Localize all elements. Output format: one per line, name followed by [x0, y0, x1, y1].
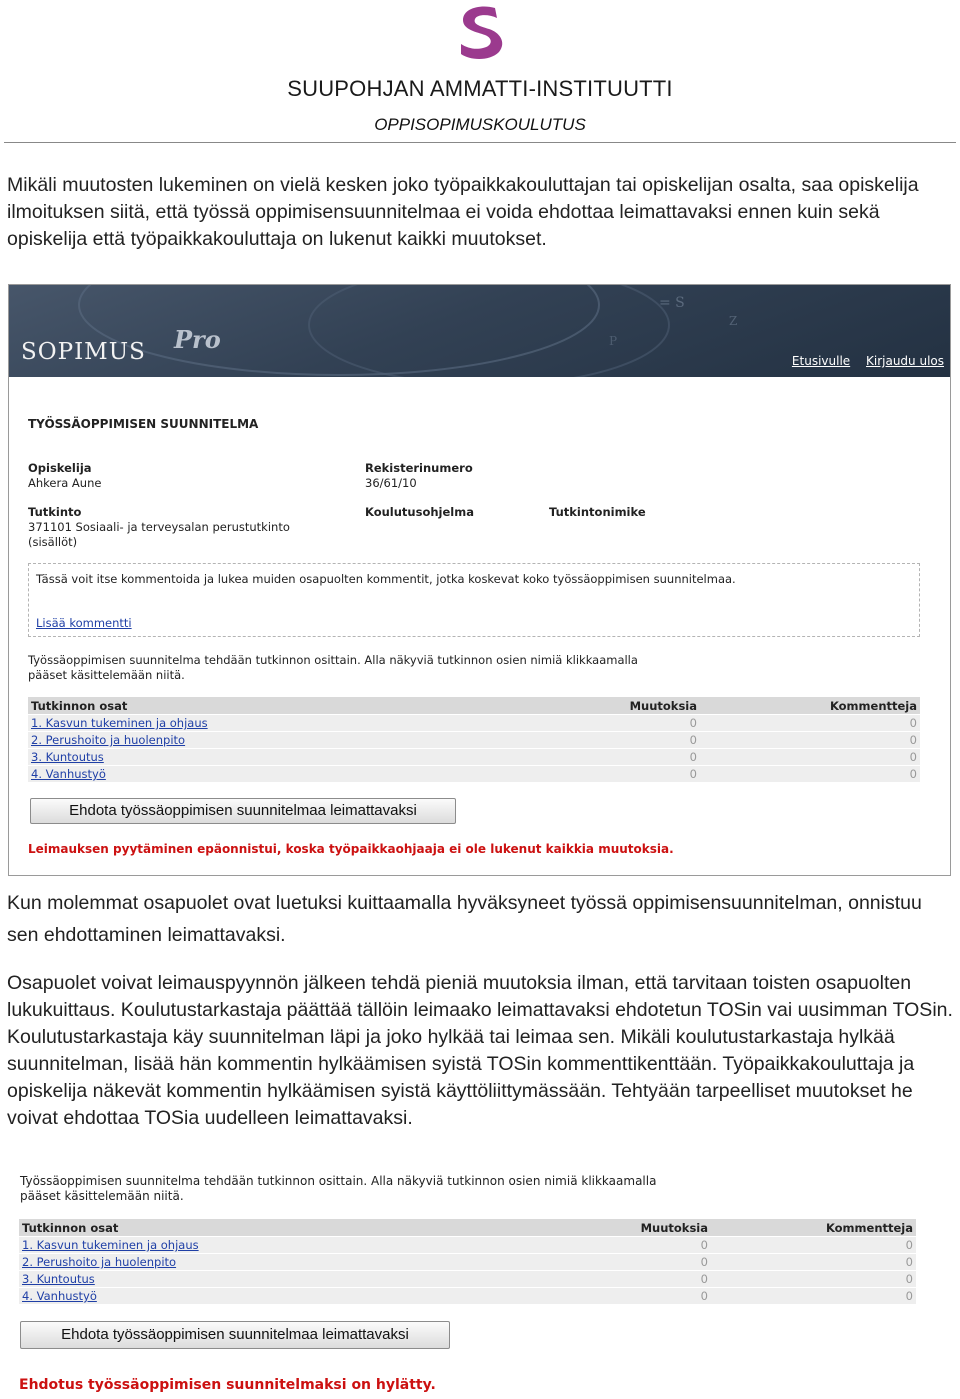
- table-info-line-2: pääset käsittelemään niitä.: [28, 668, 185, 682]
- page-title: TYÖSSÄOPPIMISEN SUUNNITELMA: [28, 417, 259, 431]
- add-comment-link[interactable]: Lisää kommentti: [36, 616, 132, 630]
- organization-subtitle: OPPISOPIMUSKOULUTUS: [374, 115, 586, 134]
- table-row: [28, 715, 920, 732]
- error-message: Leimauksen pyytäminen epäonnistui, koska työpaikkaohjaaja ei ole lukenut kaikkia muutoksia.: [28, 842, 674, 856]
- table-row: [19, 1254, 916, 1271]
- degree-parts-table: [19, 1219, 916, 1304]
- col-header-parts: Tutkinnon osat: [19, 1219, 585, 1237]
- col-header-parts: Tutkinnon osat: [28, 697, 594, 715]
- col-header-comments: Kommentteja: [711, 1219, 916, 1237]
- degree-part-link[interactable]: 1. Kasvun tukeminen ja ohjaus: [22, 1238, 199, 1252]
- svg-text:P: P: [609, 334, 618, 348]
- col-header-changes: Muutoksia: [594, 697, 700, 715]
- comments-count: 0: [700, 749, 920, 766]
- changes-count: 0: [594, 715, 700, 732]
- changes-count: 0: [594, 732, 700, 749]
- success-text: Kun molemmat osapuolet ovat luetuksi kuittaamalla hyväksyneet työssä oppimisensuunnitelman, onnistuu sen ehdottaminen leimattavaksi.: [7, 892, 922, 946]
- process-paragraph: [7, 970, 955, 1143]
- table-info-line-2: pääset käsittelemään niitä.: [20, 1189, 184, 1203]
- degree-value: 371101 Sosiaali- ja terveysalan perustutkinto: [28, 520, 290, 534]
- app-banner: [9, 285, 950, 377]
- table-row: [28, 766, 920, 783]
- nav-logout-link[interactable]: Kirjaudu ulos: [866, 354, 944, 368]
- organization-name: SUUPOHJAN AMMATTI-INSTITUUTTI: [287, 76, 673, 101]
- nav-home-link[interactable]: Etusivulle: [791, 354, 851, 368]
- qualification-title-label: Tutkintonimike: [549, 505, 646, 519]
- register-number-label: Rekisterinumero: [365, 461, 473, 475]
- process-text: Osapuolet voivat leimauspyynnön jälkeen tehdä pieniä muutoksia ilman, että tarvitaan toisten osapuolten lukukuittaus. Koulutustarkastaja päättää tällöin leimaako leimattavaksi ehdotetun TOSin vai uusimman TOSin. Koulutustarkastaja käy suunnitelman läpi ja joko hylkää tai leimaa sen. Mikäli koulutustarkastaja hylkää suunnitelman, lisää hän kommentin hylkäämisen syistä TOSin kommenttikenttään. Työpaikkakouluttaja ja opiskelija näkevät kommentin hylkäämisen syistä käyttöliittymässään. Tehtyään tarpeelliset muutokset he voivat ehdottaa TOSia uudelleen leimattavaksi.: [7, 972, 953, 1129]
- table-row: [28, 732, 920, 749]
- comments-count: 0: [711, 1237, 916, 1254]
- table-row: [19, 1271, 916, 1288]
- comments-count: 0: [700, 732, 920, 749]
- program-label: Koulutusohjelma: [365, 505, 474, 519]
- table-info-line-1: Työssäoppimisen suunnitelma tehdään tutkinnon osittain. Alla näkyviä tutkinnon osien nimiä klikkaamalla: [20, 1174, 657, 1188]
- degree-part-link[interactable]: 4. Vanhustyö: [22, 1289, 97, 1303]
- col-header-changes: Muutoksia: [585, 1219, 711, 1237]
- register-number-value: 36/61/10: [365, 476, 417, 490]
- intro-paragraph: [7, 172, 952, 264]
- table-header-row: [19, 1219, 916, 1237]
- comments-count: 0: [700, 715, 920, 732]
- table-row: [19, 1237, 916, 1254]
- brand-pro: Pro: [174, 325, 221, 354]
- degree-part-link[interactable]: 2. Perushoito ja huolenpito: [22, 1255, 177, 1269]
- changes-count: 0: [585, 1237, 711, 1254]
- changes-count: 0: [585, 1271, 711, 1288]
- comments-count: 0: [711, 1271, 916, 1288]
- degree-part-link[interactable]: 4. Vanhustyö: [31, 767, 106, 781]
- intro-text: Mikäli muutosten lukeminen on vielä kesken joko työpaikkakouluttajan tai opiskelijan osalta, saa opiskelija ilmoituksen siitä, että työssä oppimisensuunnitelmaa ei voida ehdottaa leimattavaksi ennen kuin sekä opiskelija että työpaikkakouluttaja on lukenut kaikki muutokset.: [7, 174, 919, 250]
- comments-count: 0: [711, 1254, 916, 1271]
- changes-count: 0: [594, 766, 700, 783]
- degree-part-link[interactable]: 3. Kuntoutus: [22, 1272, 95, 1286]
- top-nav: [780, 354, 944, 368]
- table-header-row: [28, 697, 920, 715]
- table-row: [19, 1288, 916, 1305]
- comments-count: 0: [700, 766, 920, 783]
- degree-part-link[interactable]: 2. Perushoito ja huolenpito: [31, 733, 186, 747]
- brand-name: SOPIMUS: [21, 339, 146, 365]
- svg-text:= S: = S: [659, 295, 685, 311]
- comment-info: Tässä voit itse kommentoida ja lukea muiden osapuolten kommentit, jotka koskevat koko työssäoppimisen suunnitelmaa.: [36, 572, 736, 586]
- table-row: [28, 749, 920, 766]
- student-value: Ahkera Aune: [28, 476, 102, 490]
- degree-part-link[interactable]: 1. Kasvun tukeminen ja ohjaus: [31, 716, 208, 730]
- changes-count: 0: [594, 749, 700, 766]
- changes-count: 0: [585, 1288, 711, 1305]
- changes-count: 0: [585, 1254, 711, 1271]
- table-info-line-1: Työssäoppimisen suunnitelma tehdään tutkinnon osittain. Alla näkyviä tutkinnon osien nimiä klikkaamalla: [28, 653, 638, 667]
- header-divider: [4, 142, 956, 143]
- degree-label: Tutkinto: [28, 505, 82, 519]
- comments-count: 0: [711, 1288, 916, 1305]
- svg-text:Z: Z: [729, 314, 738, 328]
- col-header-comments: Kommentteja: [700, 697, 920, 715]
- degree-parts-table: [28, 697, 920, 782]
- success-paragraph: [7, 887, 949, 962]
- rejection-message: Ehdotus työssäoppimisen suunnitelmaksi on hylätty.: [19, 1377, 436, 1393]
- screenshot-plan-view: [8, 284, 951, 876]
- degree-value-extra: (sisällöt): [28, 535, 78, 549]
- degree-part-link[interactable]: 3. Kuntoutus: [31, 750, 104, 764]
- student-label: Opiskelija: [28, 461, 92, 475]
- propose-stamping-button[interactable]: Ehdota työssäoppimisen suunnitelmaa leimattavaksi: [20, 1321, 450, 1349]
- organization-logo: [455, 4, 507, 64]
- propose-stamping-button[interactable]: Ehdota työssäoppimisen suunnitelmaa leimattavaksi: [30, 798, 456, 824]
